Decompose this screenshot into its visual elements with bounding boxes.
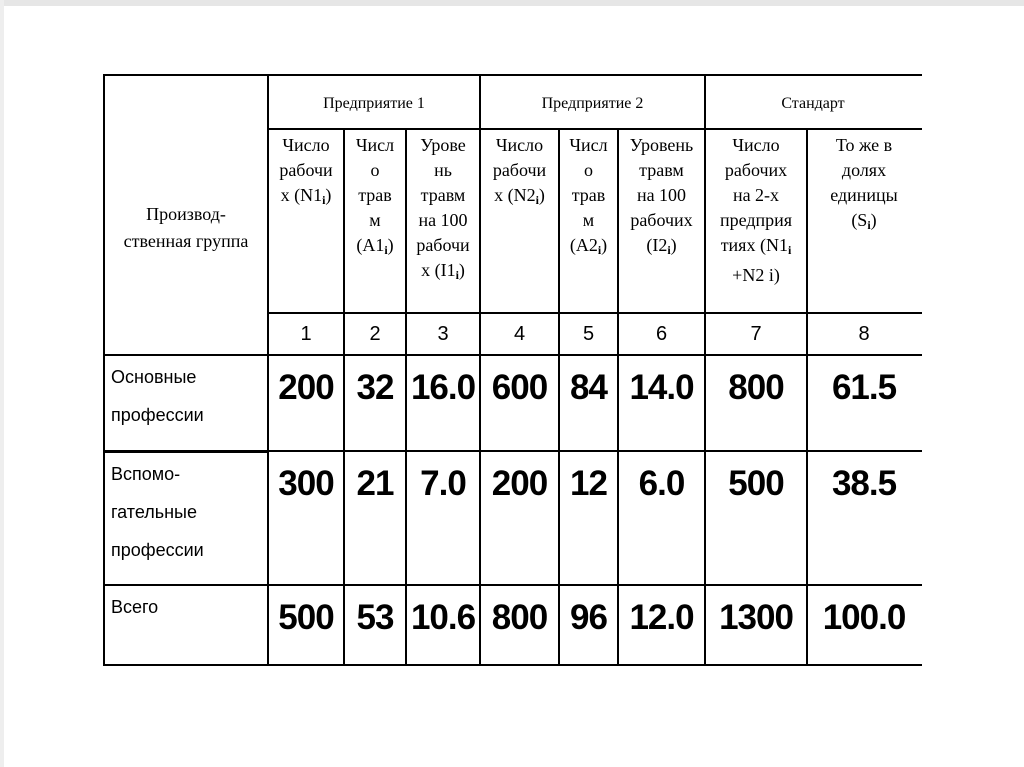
- row-label: Всего: [104, 585, 268, 665]
- cell-value: 96: [559, 585, 618, 665]
- cell-value: 1300: [705, 585, 807, 665]
- cell-value: 7.0: [406, 451, 480, 585]
- slide-frame-left: [0, 0, 4, 767]
- cell-value: 500: [705, 451, 807, 585]
- cell-value: 100.0: [807, 585, 921, 665]
- column-number: 7: [705, 313, 807, 355]
- column-number: 5: [559, 313, 618, 355]
- cell-value: 300: [268, 451, 344, 585]
- cell-value: 21: [344, 451, 406, 585]
- enterprise-2-header: Предприятие 2: [480, 75, 705, 129]
- cell-value: 12.0: [618, 585, 705, 665]
- cell-value: 38.5: [807, 451, 921, 585]
- cell-value: 61.5: [807, 355, 921, 451]
- slide-frame-top: [0, 0, 1024, 6]
- column-number: 3: [406, 313, 480, 355]
- cell-value: 200: [268, 355, 344, 451]
- cell-value: 12: [559, 451, 618, 585]
- cell-value: 600: [480, 355, 559, 451]
- group-header-cell: [104, 75, 268, 313]
- column-number: 8: [807, 313, 921, 355]
- column-number: 6: [618, 313, 705, 355]
- cell-value: 84: [559, 355, 618, 451]
- row-label: Основные профессии: [104, 355, 268, 451]
- cell-value: 200: [480, 451, 559, 585]
- cell-value: 500: [268, 585, 344, 665]
- cell-value: 14.0: [618, 355, 705, 451]
- cell-value: 800: [705, 355, 807, 451]
- column-number: 4: [480, 313, 559, 355]
- cell-value: 800: [480, 585, 559, 665]
- standard-header: Стандарт: [705, 75, 921, 129]
- column-number-row: [104, 313, 921, 355]
- table-row: [104, 355, 921, 451]
- cell-value: 16.0: [406, 355, 480, 451]
- table-row: [104, 585, 921, 665]
- cell-value: 10.6: [406, 585, 480, 665]
- injury-rate-table: [103, 74, 922, 666]
- group-header-label: Производ- ственная группа: [123, 203, 249, 251]
- column-number-blank: [104, 313, 268, 355]
- col-header-6: Уровень травм на 100 рабочих $(I2_i)$: [618, 129, 705, 313]
- col-header-4: Число рабочи х $(N2_i)$: [480, 129, 559, 313]
- col-header-1: Число рабочи х $(N1_i)$: [268, 129, 344, 313]
- col-header-3: Урове нь травм на 100 рабочи х $(I1_i)$: [406, 129, 480, 313]
- col-header-2: Числ о трав м $(A1_i)$: [344, 129, 406, 313]
- column-number: 1: [268, 313, 344, 355]
- enterprise-1-header: Предприятие 1: [268, 75, 480, 129]
- column-number: 2: [344, 313, 406, 355]
- row-label: Вспомо- гательные профессии: [104, 451, 268, 585]
- col-header-7: Число рабочих на 2-х предприя тиях ($N1_i$ +N2 i): [705, 129, 807, 313]
- cell-value: 32: [344, 355, 406, 451]
- cell-value: 53: [344, 585, 406, 665]
- cell-value: 6.0: [618, 451, 705, 585]
- table-row: [104, 451, 921, 585]
- col-header-5: Числ о трав м $(A2_i)$: [559, 129, 618, 313]
- col-header-8: То же в долях единицы $(S_i)$: [807, 129, 921, 313]
